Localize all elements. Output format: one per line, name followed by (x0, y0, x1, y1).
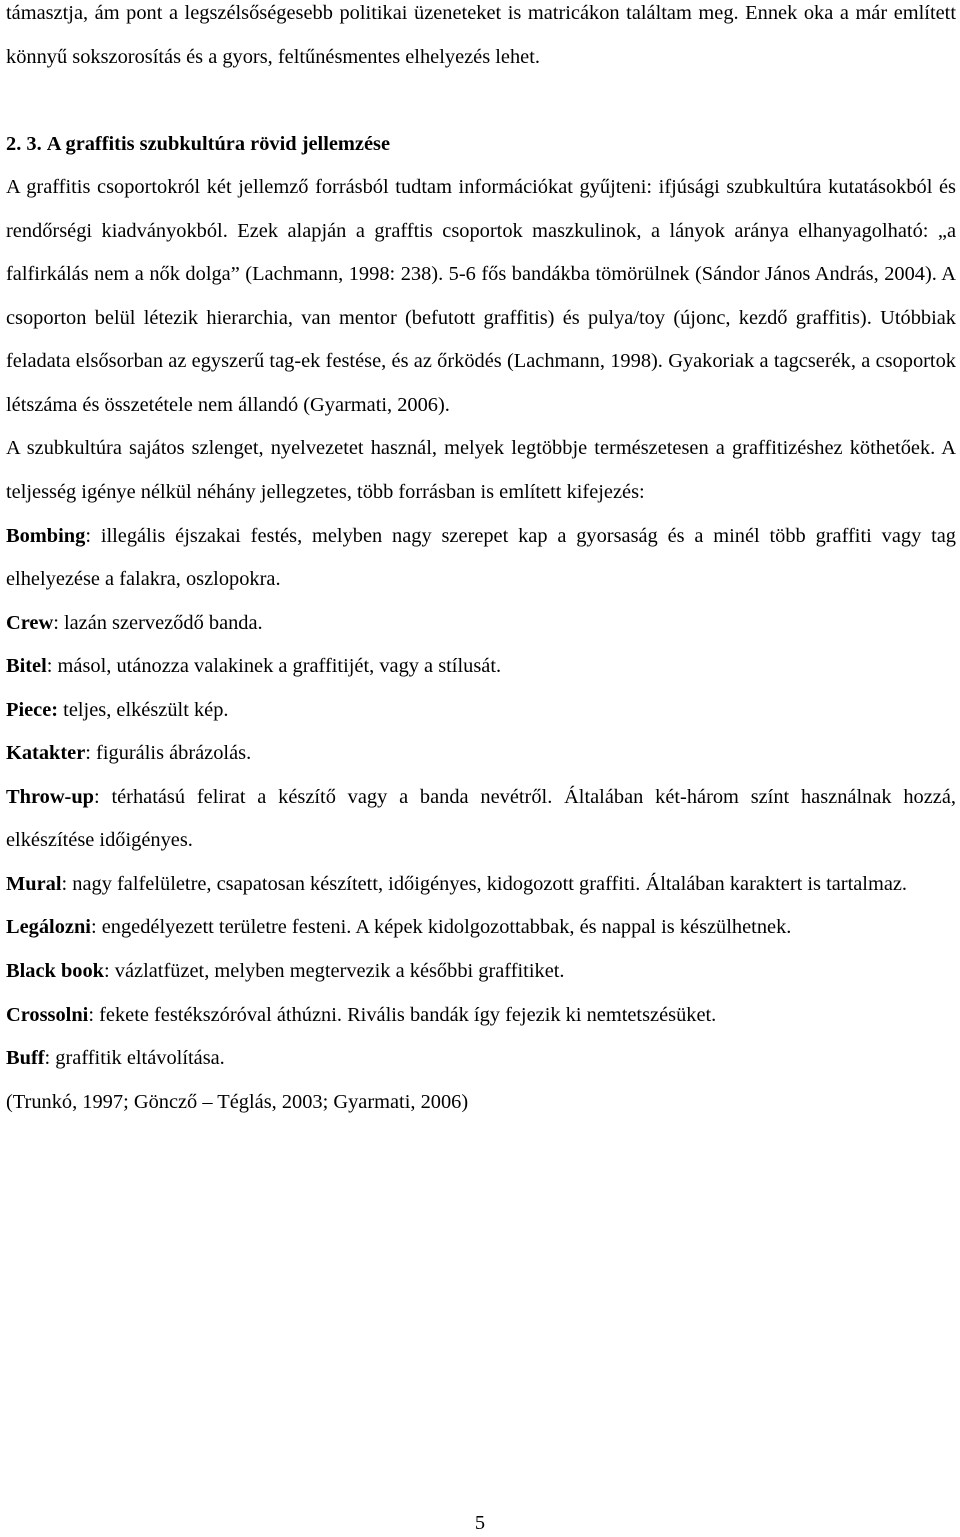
sources-citation: (Trunkó, 1997; Göncző – Téglás, 2003; Gyarmati, 2006) (6, 1090, 469, 1113)
intro-paragraph: támasztja, ám pont a legszélsőségesebb politikai üzeneteket is matricákon találtam meg. Ennek oka a már említett könnyű sokszorosítás és a gyors, feltűnésmentes elhelyezés lehet. (6, 2, 956, 68)
glossary-item-bitel (6, 645, 956, 689)
glossary-term: Katakter (6, 742, 86, 765)
glossary-separator: : (104, 960, 115, 983)
glossary-term: Piece: (6, 698, 59, 721)
glossary-term: Buff (6, 1047, 45, 1070)
section-heading (6, 123, 956, 167)
glossary-term: Black book (6, 960, 105, 983)
glossary-definition: graffitik eltávolítása. (55, 1047, 225, 1070)
glossary-item-black-book (6, 950, 956, 994)
glossary-separator: : (46, 655, 58, 678)
glossary-item-throw-up (6, 776, 956, 863)
section-number: 2. 3. (6, 132, 42, 155)
glossary-separator: : (85, 742, 97, 765)
glossary-item-crossolni (6, 994, 956, 1038)
glossary-item-buff (6, 1037, 956, 1081)
glossary-definition: nagy falfelületre, csapatosan készített, időigényes, kidogozott graffiti. Általában karaktert is tartalmaz. (72, 872, 908, 895)
glossary-definition: teljes, elkészült kép. (63, 698, 229, 721)
glossary-item-mural (6, 863, 956, 907)
glossary-item-piece (6, 689, 956, 733)
body-text (6, 0, 956, 1124)
page-number: 5 (474, 1512, 486, 1534)
glossary-definition: lazán szerveződő banda. (63, 611, 263, 634)
glossary-separator: : (85, 524, 101, 547)
glossary-separator: : (61, 872, 73, 895)
glossary-separator: : (90, 916, 102, 939)
glossary-separator: : (53, 611, 64, 634)
section-paragraph-2: A szubkultúra sajátos szlenget, nyelvezetet használ, melyek legtöbbje természetesen a graffitizéshez köthetőek. A teljesség igénye nélkül néhány jellegzetes, több forrásban is említett kifejezés: (6, 437, 956, 504)
glossary-list (6, 515, 956, 1081)
glossary-separator: : (88, 1003, 100, 1026)
glossary-item-bombing (6, 515, 956, 602)
glossary-term: Bombing (6, 524, 86, 547)
glossary-definition: másol, utánozza valakinek a graffitijét, vagy a stílusát. (57, 655, 502, 678)
glossary-item-legalozni (6, 906, 956, 950)
glossary-term: Crew (6, 611, 54, 634)
glossary-definition: térhatású felirat a készítő vagy a banda nevétről. Általában két-három színt használnak hozzá, elkészítése időigényes. (6, 785, 956, 852)
glossary-term: Bitel (6, 655, 47, 678)
section-title: A graffitis szubkultúra rövid jellemzése (46, 132, 390, 155)
glossary-separator: : (44, 1047, 56, 1070)
glossary-term: Throw-up (6, 785, 95, 808)
glossary-term: Mural (6, 872, 62, 895)
glossary-separator: : (94, 785, 112, 808)
glossary-term: Crossolni (6, 1003, 89, 1026)
glossary-item-crew (6, 602, 956, 646)
glossary-definition: vázlatfüzet, melyben megtervezik a későbbi graffitiket. (114, 960, 565, 983)
glossary-definition: figurális ábrázolás. (96, 742, 252, 765)
section-paragraph-1: A graffitis csoportokról két jellemző forrásból tudtam információkat gyűjteni: ifjúsági szubkultúra kutatásokból és rendőrségi kiadványokból. Ezek alapján a grafftis csoportok maszkulinok, a lányok aránya elhanyagolható: „a falfirkálás nem a nők dolga” (Lachmann, 1998: 238). 5-6 fős bandákba tömörülnek (Sándor János András, 2004). A csoporton belül létezik hierarchia, van mentor (befutott graffitis) és pulya/toy (újonc, kezdő graffitis). Utóbbiak feladata elsősorban az egyszerű tag-ek festése, és az őrködés (Lachmann, 1998). Gyakoriak a tagcserék, a csoportok létszáma és összetétele nem állandó (Gyarmati, 2006). (6, 176, 956, 416)
glossary-definition: engedélyezett területre festeni. A képek kidolgozottabbak, és nappal is készülhetnek. (101, 916, 792, 939)
glossary-definition: illegális éjszakai festés, melyben nagy szerepet kap a gyorsaság és a minél több graffiti vagy tag elhelyezése a falakra, oszlopokra. (6, 524, 956, 591)
glossary-item-katakter (6, 732, 956, 776)
glossary-definition: fekete festékszóróval áthúzni. Rivális bandák így fejezik ki nemtetszésüket. (99, 1003, 717, 1026)
glossary-term: Legálozni (6, 916, 91, 939)
